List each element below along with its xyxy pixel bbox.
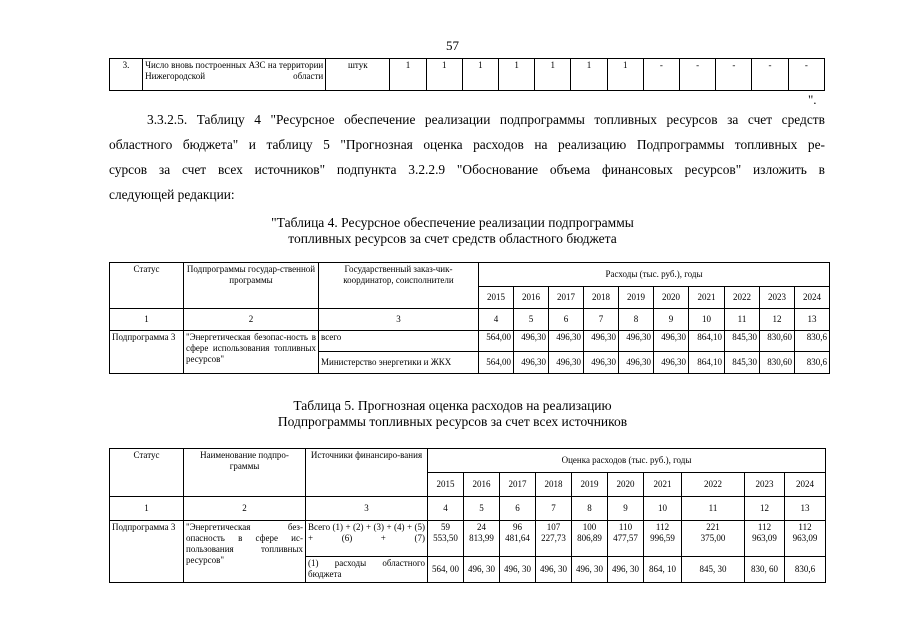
value-cell: 830,6 [795,331,830,352]
value-cell: 1 [390,59,426,91]
value-cell: - [788,59,824,91]
value-line: 477,57 [613,533,638,543]
col-number: 11 [682,497,745,521]
col-number: 9 [654,309,689,331]
value-cell: - [716,59,752,91]
table4-caption-line: "Таблица 4. Ресурсное обеспечение реализации подпрограммы [271,215,634,230]
col-number: 11 [725,309,760,331]
year-cell: 2020 [608,473,644,497]
column-numbers-row [110,309,862,331]
value-cell: - [680,59,716,91]
year-cell: 2018 [584,287,619,309]
col-number: 10 [689,309,725,331]
value-cell: 496,30 [584,331,619,352]
indicator-name: Число вновь построенных АЗС на территории Нижегородской области [143,59,326,91]
col-number: 6 [500,497,536,521]
year-cell: 2019 [619,287,654,309]
value-cell [500,521,536,557]
col-number: 4 [479,309,514,331]
value-line: 221 [706,522,720,532]
year-cell: 2016 [514,287,549,309]
value-cell [682,521,745,557]
value-cell: 496,30 [549,331,584,352]
col-number: 10 [644,497,682,521]
col-number: 12 [745,497,785,521]
page-number: 57 [446,38,459,53]
value-cell: 496, 30 [464,557,500,583]
header-expenses: Расходы (тыс. руб.), годы [479,263,830,287]
value-line: 227,73 [541,533,566,543]
value-cell: 1 [462,59,498,91]
paragraph-line: 3.3.2.5. Таблицу 4 "Ресурсное обеспечение реализации подпрограммы топливных ресурсов за счет средств [147,112,825,127]
year-cell: 2023 [745,473,785,497]
value-cell: 564,00 [479,331,514,352]
value-line: 112 [655,522,670,532]
col-number: 3 [306,497,428,521]
value-cell: 830, 60 [745,557,785,583]
paragraph-line: следующей редакции: [109,187,235,202]
value-cell: 496,30 [619,352,654,374]
year-cell: 2021 [689,287,725,309]
value-cell: 864, 10 [644,557,682,583]
header-status: Статус [110,449,184,497]
col-number: 13 [785,497,826,521]
col-number: 8 [572,497,608,521]
value-cell: 496, 30 [608,557,644,583]
table-row [110,331,862,352]
col-number: 2 [184,309,319,331]
value-line: 963,09 [792,533,818,543]
table5-caption-line: Таблица 5. Прогнозная оценка расходов на реализацию [293,398,612,413]
col-number: 4 [428,497,464,521]
header-estimate: Оценка расходов (тыс. руб.), годы [428,449,826,473]
value-line: 110 [618,522,633,532]
value-cell: 864,10 [689,331,725,352]
value-cell: 864,10 [689,352,725,374]
value-cell [785,521,826,557]
row-label: (1) расходы областного бюджета [306,557,428,583]
year-cell: 2019 [572,473,608,497]
value-line: 553,50 [433,533,458,543]
year-cell: 2022 [725,287,760,309]
value-cell [644,521,682,557]
table5 [109,448,826,583]
value-cell: 830,6 [785,557,826,583]
status-cell: Подпрограмма 3 [110,521,184,583]
col-number: 2 [184,497,306,521]
col-number: 5 [464,497,500,521]
year-cell: 2024 [795,287,830,309]
table4-caption [0,215,905,247]
value-cell [572,521,608,557]
status-cell: Подпрограмма 3 [110,331,184,374]
header-name: Наименование подпро-граммы [184,449,306,497]
col-number: 5 [514,309,549,331]
year-cell: 2021 [644,473,682,497]
col-number: 8 [619,309,654,331]
col-number: 3 [319,309,479,331]
closing-quote: ". [808,92,817,107]
value-cell [464,521,500,557]
value-cell: 1 [426,59,462,91]
value-cell: 496, 30 [536,557,572,583]
value-cell: 496, 30 [572,557,608,583]
value-line: 375,00 [700,533,726,543]
col-number: 1 [110,497,184,521]
table-row [110,59,825,91]
value-line: 59 [441,522,450,532]
col-number: 9 [608,497,644,521]
value-line: 813,99 [469,533,494,543]
value-cell: 496,30 [654,331,689,352]
year-cell: 2020 [654,287,689,309]
col-number: 12 [760,309,795,331]
value-line: 96 [513,522,522,532]
value-cell: 564,00 [479,352,514,374]
year-cell: 2022 [682,473,745,497]
value-line: 481,64 [505,533,530,543]
value-line: 806,89 [577,533,602,543]
value-cell: 496,30 [549,352,584,374]
row-label: Министерство энергетики и ЖКХ [319,352,479,374]
value-line: 996,59 [650,533,675,543]
col-number: 7 [536,497,572,521]
paragraph-line: областного бюджета" и таблицу 5 "Прогнозная оценка расходов на реализацию Подпрограммы топливных ре- [109,137,825,152]
row-label: Всего (1) + (2) + (3) + (4) + (5) + (6) + (7) [306,521,428,557]
table4-caption-line: топливных ресурсов за счет средств областного бюджета [288,231,617,246]
program-cell: "Энергетическая безопас-ность в сфере использования топливных ресурсов" [184,331,319,374]
year-cell: 2015 [479,287,514,309]
value-cell: 830,6 [795,352,830,374]
value-cell: 564, 00 [428,557,464,583]
value-cell: 496,30 [514,352,549,374]
table4 [109,262,862,374]
value-cell: 496,30 [584,352,619,374]
name-cell: "Энергетическая без-опасность в сфере ис-пользования топливных ресурсов" [184,521,306,583]
year-cell: 2024 [785,473,826,497]
table5-caption [0,398,905,430]
table-row [110,521,826,557]
column-numbers-row [110,497,826,521]
year-cell: 2023 [760,287,795,309]
header-program: Подпрограммы государ-ственной программы [184,263,319,309]
row-number: 3. [110,59,143,91]
value-cell [608,521,644,557]
value-cell: 1 [535,59,571,91]
table5-caption-line: Подпрограммы топливных ресурсов за счет всех источников [277,414,628,429]
value-cell: 1 [571,59,607,91]
header-customer: Государственный заказ-чик-координатор, соисполнители [319,263,479,309]
value-cell: 830,60 [760,331,795,352]
value-cell [428,521,464,557]
value-cell: 845, 30 [682,557,745,583]
value-cell: 496, 30 [500,557,536,583]
amendment-paragraph [109,107,825,207]
value-line: 963,09 [752,533,777,543]
value-line: 24 [477,522,486,532]
col-number: 1 [110,309,184,331]
col-number: 13 [795,309,830,331]
top-table [109,58,825,91]
header-status: Статус [110,263,184,309]
col-number: 6 [549,309,584,331]
col-number: 7 [584,309,619,331]
header-sources: Источники финансиро-вания [306,449,428,497]
value-line: 100 [582,522,597,532]
value-line: 112 [757,522,772,532]
unit: штук [326,59,390,91]
value-cell: 845,30 [725,331,760,352]
value-cell: 1 [499,59,535,91]
value-cell [536,521,572,557]
year-cell: 2017 [500,473,536,497]
value-cell: 845,30 [725,352,760,374]
year-cell: 2016 [464,473,500,497]
value-cell: 496,30 [619,331,654,352]
value-cell: 830,60 [760,352,795,374]
row-label: всего [319,331,479,352]
year-cell: 2018 [536,473,572,497]
value-cell: 496,30 [514,331,549,352]
year-cell: 2017 [549,287,584,309]
value-cell: 496,30 [654,352,689,374]
value-cell: - [643,59,679,91]
value-cell: 1 [607,59,643,91]
value-cell [745,521,785,557]
year-cell: 2015 [428,473,464,497]
value-cell: - [752,59,788,91]
paragraph-line: сурсов за счет всех источников" подпункта 3.2.2.9 "Обоснование объема финансовых ресурсов" изложить в [109,162,825,177]
value-line: 112 [798,522,812,532]
value-line: 107 [546,522,561,532]
